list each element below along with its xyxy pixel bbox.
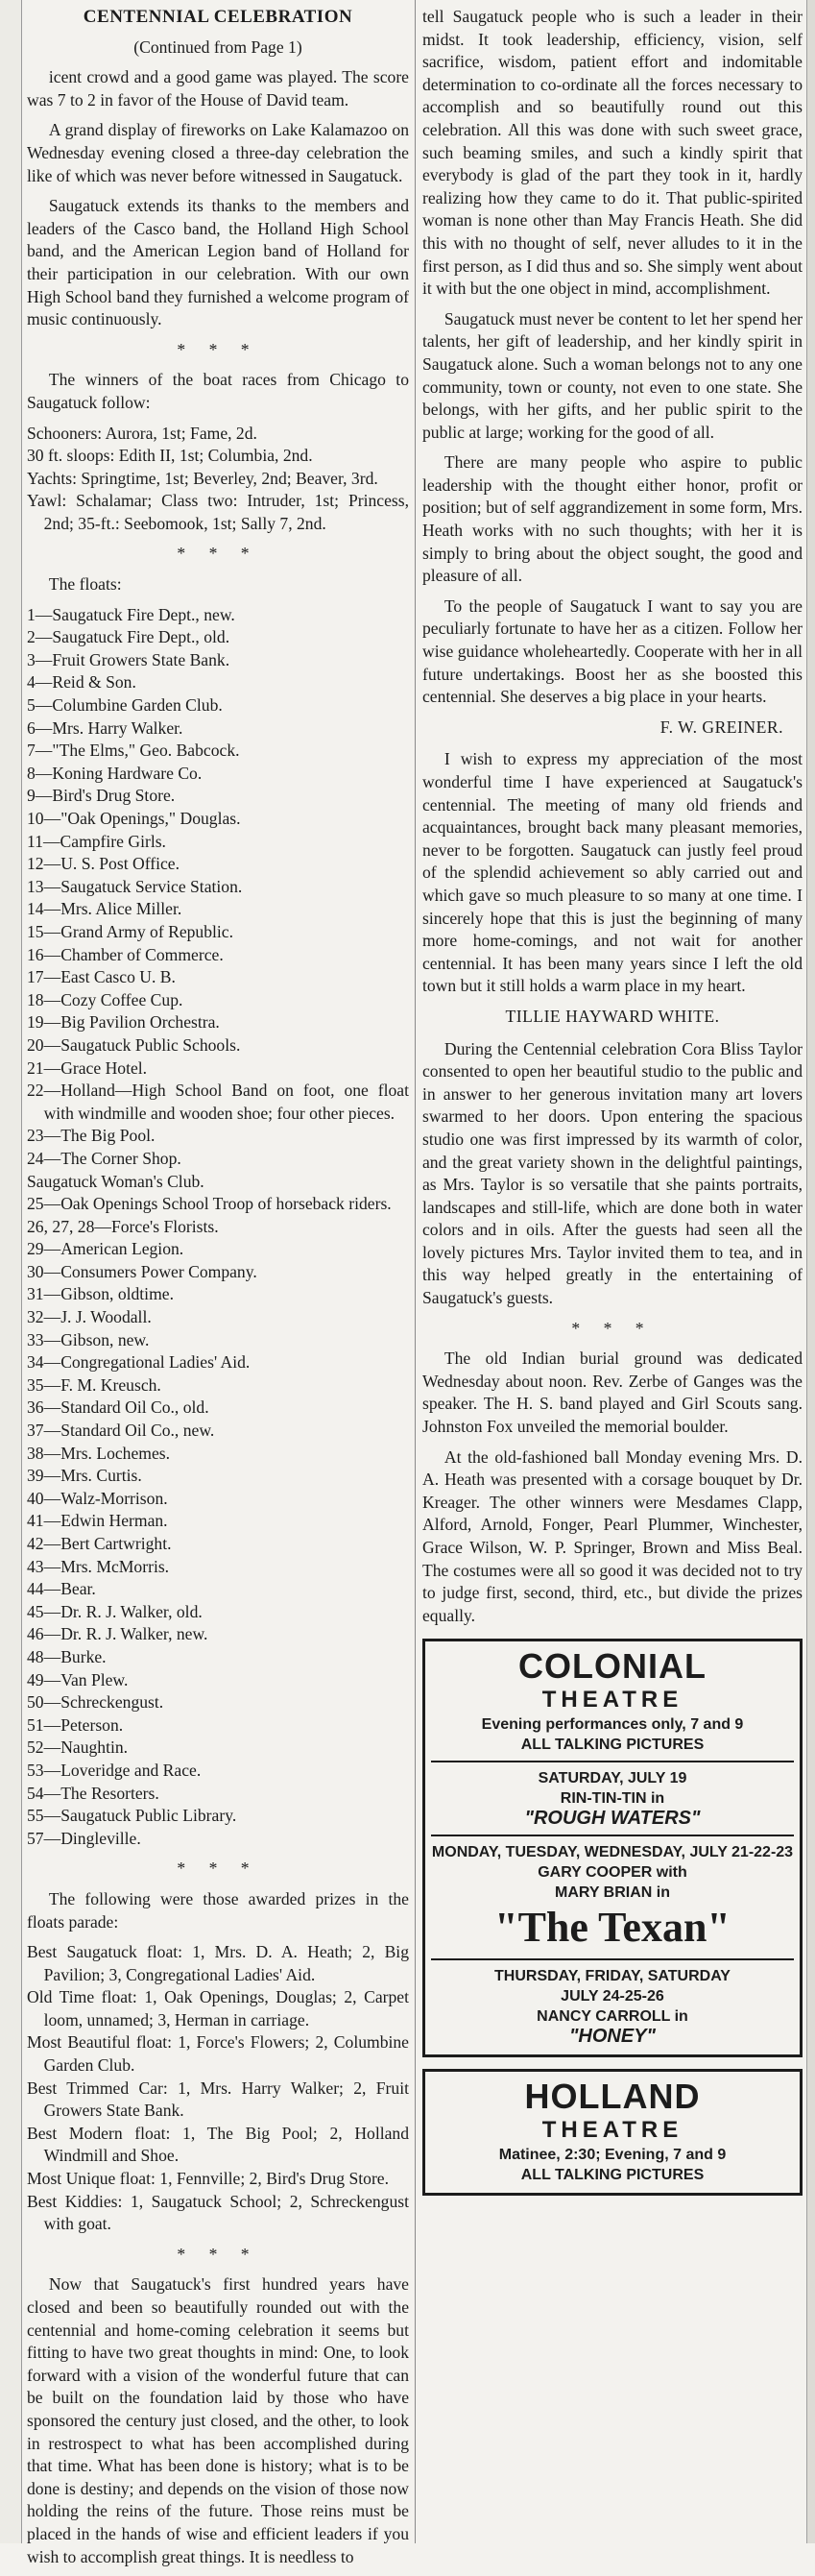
paragraph: I wish to express my appreciation of the most wonderful time I have experienced at Saugatuck's centennial. The meeting of many old friends and acquaintances, brought back many pleasant memories, never to be forgotten. Saugatuck can justly feel proud of the splendid achievement so ably carried out and which gave so much pleasure to so many at one time. I sincerely hope that this is just the beginning of many more home-comings, and not wait for another centennial. It has been many years since I left the old town but it still holds a warm place in my heart. — [422, 749, 803, 996]
list-item: Best Trimmed Car: 1, Mrs. Harry Walker; 2, Fruit Growers State Bank. — [27, 2078, 409, 2121]
list-item: 30—Consumers Power Company. — [27, 1261, 257, 1281]
paragraph: The old Indian burial ground was dedicated Wednesday about noon. Rev. Zerbe of Ganges was the speaker. The H. S. band played and Girl Scouts sang. Johnston Fox unveiled the memorial boulder. — [422, 1349, 803, 1437]
prizes-list — [27, 1941, 409, 2236]
section-break: * * * — [177, 544, 259, 564]
list-item: 52—Naughtin. — [27, 1738, 129, 1758]
paragraph: A grand display of fireworks on Lake Kalamazoo on Wednesday evening closed a three-day celebration the like of which was never before witnessed in Saugatuck. — [27, 120, 409, 185]
list-item: 24—The Corner Shop. — [27, 1148, 181, 1168]
show-star: GARY COOPER with — [538, 1864, 687, 1882]
column-two — [422, 6, 803, 2196]
show-star: MARY BRIAN in — [555, 1884, 670, 1902]
list-item: 8—Koning Hardware Co. — [27, 763, 203, 783]
ad-info: ALL TALKING PICTURES — [520, 1737, 705, 1754]
list-item: 33—Gibson, new. — [27, 1329, 150, 1349]
show-date: THURSDAY, FRIDAY, SATURDAY — [494, 1968, 731, 1985]
list-item: 13—Saugatuck Service Station. — [27, 876, 243, 896]
list-item: Best Modern float: 1, The Big Pool; 2, Holland Windmill and Shoe. — [27, 2123, 409, 2166]
list-item: 50—Schreckengust. — [27, 1692, 164, 1713]
list-item: 46—Dr. R. J. Walker, new. — [27, 1624, 208, 1644]
show-date: MONDAY, TUESDAY, WEDNESDAY, JULY 21-22-23 — [431, 1844, 794, 1861]
section-break: * * * — [177, 1859, 259, 1879]
list-item: 19—Big Pavilion Orchestra. — [27, 1012, 220, 1033]
list-item: Yachts: Springtime, 1st; Beverley, 2nd; Beaver, 3rd. — [27, 468, 378, 488]
list-item: 41—Edwin Herman. — [27, 1511, 168, 1531]
list-item: 17—East Casco U. B. — [27, 967, 176, 987]
show-star: RIN-TIN-TIN in — [560, 1790, 665, 1808]
ad-subtitle: THEATRE — [541, 2117, 683, 2144]
list-item: 20—Saugatuck Public Schools. — [27, 1034, 241, 1055]
list-item: 35—F. M. Kreusch. — [27, 1374, 161, 1395]
list-item: 10—"Oak Openings," Douglas. — [27, 809, 241, 828]
list-item: 7—"The Elms," Geo. Babcock. — [27, 741, 240, 761]
list-item: 40—Walz-Morrison. — [27, 1488, 168, 1508]
list-item: 21—Grace Hotel. — [27, 1057, 148, 1078]
left-page-gutter — [0, 0, 22, 2543]
list-item: 38—Mrs. Lochemes. — [27, 1443, 171, 1463]
list-item: 43—Mrs. McMorris. — [27, 1556, 170, 1576]
paragraph: icent crowd and a good game was played. The score was 7 to 2 in favor of the House of David team. — [27, 67, 409, 109]
article-heading: CENTENNIAL CELEBRATION — [83, 7, 353, 27]
list-item: 9—Bird's Drug Store. — [27, 786, 176, 806]
list-item: 12—U. S. Post Office. — [27, 854, 180, 874]
paragraph: At the old-fashioned ball Monday evening Mrs. D. A. Heath was presented with a corsage bouquet by Dr. Kreager. The other winners were Mesdames Clapp, Alford, Arnold, Fonger, Pearl Plummer, Winchester, Grace Wilson, W. P. Springer, Brown and Miss Beal. The costumes were all so good it was decided not to try to judge first, second, third, etc., but divide the prizes equally. — [422, 1446, 803, 1625]
showing — [431, 1761, 794, 1829]
ad-info: Matinee, 2:30; Evening, 7 and 9 — [498, 2147, 727, 2164]
floats-list — [27, 604, 409, 1851]
prizes-intro: The following were those awarded prizes in the floats parade: — [27, 1888, 409, 1932]
list-item: Old Time float: 1, Oak Openings, Douglas; 2, Carpet loom, unnamed; 3, Herman in carriage. — [27, 1987, 409, 2029]
section-break: * * * — [571, 1318, 654, 1338]
showing — [431, 1835, 794, 1953]
list-item: 44—Bear. — [27, 1579, 96, 1599]
list-item: Best Kiddies: 1, Saugatuck School; 2, Schreckengust with goat. — [27, 2191, 409, 2234]
show-title: "ROUGH WATERS" — [524, 1808, 701, 1830]
list-item: 42—Bert Cartwright. — [27, 1534, 172, 1553]
show-date: SATURDAY, JULY 19 — [538, 1770, 687, 1787]
show-star: NANCY CARROLL in — [537, 2008, 688, 2026]
list-item: 16—Chamber of Commerce. — [27, 944, 224, 964]
list-item: 31—Gibson, oldtime. — [27, 1284, 174, 1304]
boat-race-results — [27, 423, 409, 536]
list-item: 53—Loveridge and Race. — [27, 1760, 202, 1780]
ad-title: COLONIAL — [518, 1646, 707, 1687]
show-title: "HONEY" — [568, 2026, 657, 2048]
show-title: "The Texan" — [494, 1904, 731, 1952]
list-item: 37—Standard Oil Co., new. — [27, 1421, 215, 1441]
section-break: * * * — [177, 2244, 259, 2264]
paragraph: Now that Saugatuck's first hundred years have closed and been so beautifully rounded out with the centennial and home-coming celebration it seems but fitting to have two great thoughts in mind: One, to look forward with a vision of the wonderful future that can be built on the foundation laid by those who have sponsored the century just closed, and the other, to look in restrospect to what has been accomplished during that time. What has been done is history; what is to be done is destiny; and depends on the vision of those now holding the reins of the future. Those reins must be placed in the hands of wise and efficient leaders if you wish to accomplish great things. It is needless to — [27, 2274, 409, 2566]
list-item: 57—Dingleville. — [27, 1828, 141, 1848]
list-item: 45—Dr. R. J. Walker, old. — [27, 1601, 203, 1621]
list-item: Schooners: Aurora, 1st; Fame, 2d. — [27, 423, 257, 443]
list-item: 30 ft. sloops: Edith II, 1st; Columbia, 2nd. — [27, 446, 313, 466]
boat-race-intro: The winners of the boat races from Chicago to Saugatuck follow: — [27, 370, 409, 412]
ad-title: HOLLAND — [524, 2077, 701, 2117]
column-one — [27, 6, 409, 2576]
paragraph: There are many people who aspire to public leadership with the thought either honor, profit or position; but of self aggrandizement in some form, Mrs. Heath works with no such thoughts; with her it is simply to bring about the object sought, the good and pleasure of all. — [422, 452, 803, 586]
paragraph: Saugatuck must never be content to let her spend her talents, her gift of leadership, and her kindly spirit in Saugatuck alone. Such a woman belongs not to any one community, town or county, not even to one state. She belongs, with her gifts, and her public spirit to the public at large; working for the good of all. — [422, 308, 803, 442]
ad-subtitle: THEATRE — [541, 1687, 683, 1713]
list-item: 26, 27, 28—Force's Florists. — [27, 1216, 219, 1236]
list-item: 2—Saugatuck Fire Dept., old. — [27, 627, 230, 647]
showing — [431, 1958, 794, 2047]
list-item: 22—Holland—High School Band on foot, one float with windmille and wooden shoe; four other pieces. — [27, 1081, 409, 1123]
list-item: 3—Fruit Growers State Bank. — [27, 649, 230, 669]
list-item: Most Beautiful float: 1, Force's Flowers; 2, Columbine Garden Club. — [27, 2032, 409, 2076]
ad-info: Evening performances only, 7 and 9 — [481, 1716, 744, 1734]
list-item: Saugatuck Woman's Club. — [27, 1171, 204, 1191]
list-item: 29—American Legion. — [27, 1239, 184, 1259]
list-item: 18—Cozy Coffee Cup. — [27, 989, 183, 1009]
list-item: 11—Campfire Girls. — [27, 831, 166, 851]
list-item: 49—Van Plew. — [27, 1669, 129, 1689]
floats-title: The floats: — [48, 574, 122, 595]
list-item: 34—Congregational Ladies' Aid. — [27, 1352, 251, 1373]
list-item: 39—Mrs. Curtis. — [27, 1466, 142, 1486]
list-item: 15—Grand Army of Republic. — [27, 921, 233, 941]
list-item: 4—Reid & Son. — [27, 672, 136, 693]
section-break: * * * — [177, 339, 259, 359]
column-rule — [415, 0, 416, 2543]
paragraph: Saugatuck extends its thanks to the members and leaders of the Casco band, the Holland High School band, and the American Legion band of Holland for their participation in our celebration. With our own High School band they furnished a welcome program of music continuously. — [27, 196, 409, 329]
paragraph: tell Saugatuck people who is such a leader in their midst. It took leadership, efficiency, vision, self sacrifice, wisdom, patient effort and indomitable determination to co-ordinate all the forces necessary to accomplish and so beautifully round out this celebration. All this was done with such sweet grace, such beaming smiles, and such a kindly spirit that everybody is glad of the part they took in it, hardly realizing how they came to do it. That public-spirited woman is none other than May Francis Heath. She did this with no thought of self, never alludes to it in the first person, as I did thus and so. She simply went about it with but the one object in mind, accomplishment. — [422, 7, 803, 299]
continued-note: (Continued from Page 1) — [133, 36, 302, 57]
paragraph: To the people of Saugatuck I want to say you are peculiarly fortunate to have her as a citizen. Follow her wise guidance wholeheartedly. Cooperate with her in all future undertakings. Boost her as she boosted this centennial. She deserves a big place in your hearts. — [422, 595, 803, 707]
list-item: Most Unique float: 1, Fennville; 2, Bird's Drug Store. — [27, 2169, 390, 2189]
list-item: 51—Peterson. — [27, 1714, 124, 1735]
list-item: 25—Oak Openings School Troop of horseback riders. — [27, 1194, 392, 1214]
right-page-edge — [806, 0, 815, 2543]
show-date: JULY 24-25-26 — [561, 1988, 664, 2005]
list-item: 1—Saugatuck Fire Dept., new. — [27, 604, 235, 624]
colonial-theatre-ad — [422, 1639, 803, 2057]
list-item: 54—The Resorters. — [27, 1783, 159, 1803]
signature: F. W. GREINER. — [659, 717, 783, 737]
paragraph: During the Centennial celebration Cora Bliss Taylor consented to open her beautiful studio to the public and in answer to her generous invitation many art lovers swarmed to her doors. Upon entering the spacious studio one was first impressed by its warmth of color, and the great variety shown in the delightful paintings, as Mrs. Taylor is so versatile that she paints portraits, landscapes and still-life, which are done both in water colors and in oils. After the guests had seen all the lovely pictures Mrs. Taylor invited them to tea, and in this way helped greatly in the entertaining of Saugatuck's guests. — [422, 1038, 803, 1308]
holland-theatre-ad — [422, 2069, 803, 2196]
list-item: 48—Burke. — [27, 1646, 107, 1666]
list-item: 5—Columbine Garden Club. — [27, 695, 223, 716]
list-item: 14—Mrs. Alice Miller. — [27, 899, 182, 919]
list-item: Best Saugatuck float: 1, Mrs. D. A. Heath; 2, Big Pavilion; 3, Congregational Ladies' Aid. — [27, 1942, 409, 1984]
ad-info: ALL TALKING PICTURES — [520, 2167, 705, 2184]
list-item: 55—Saugatuck Public Library. — [27, 1806, 237, 1826]
list-item: 6—Mrs. Harry Walker. — [27, 717, 183, 738]
list-item: 36—Standard Oil Co., old. — [27, 1397, 209, 1418]
list-item: 23—The Big Pool. — [27, 1126, 156, 1146]
list-item: Yawl: Schalamar; Class two: Intruder, 1st; Princess, 2nd; 35-ft.: Seebomook, 1st; Sally 7, 2nd. — [27, 491, 409, 533]
signature: TILLIE HAYWARD WHITE. — [505, 1006, 720, 1026]
list-item: 32—J. J. Woodall. — [27, 1307, 152, 1327]
